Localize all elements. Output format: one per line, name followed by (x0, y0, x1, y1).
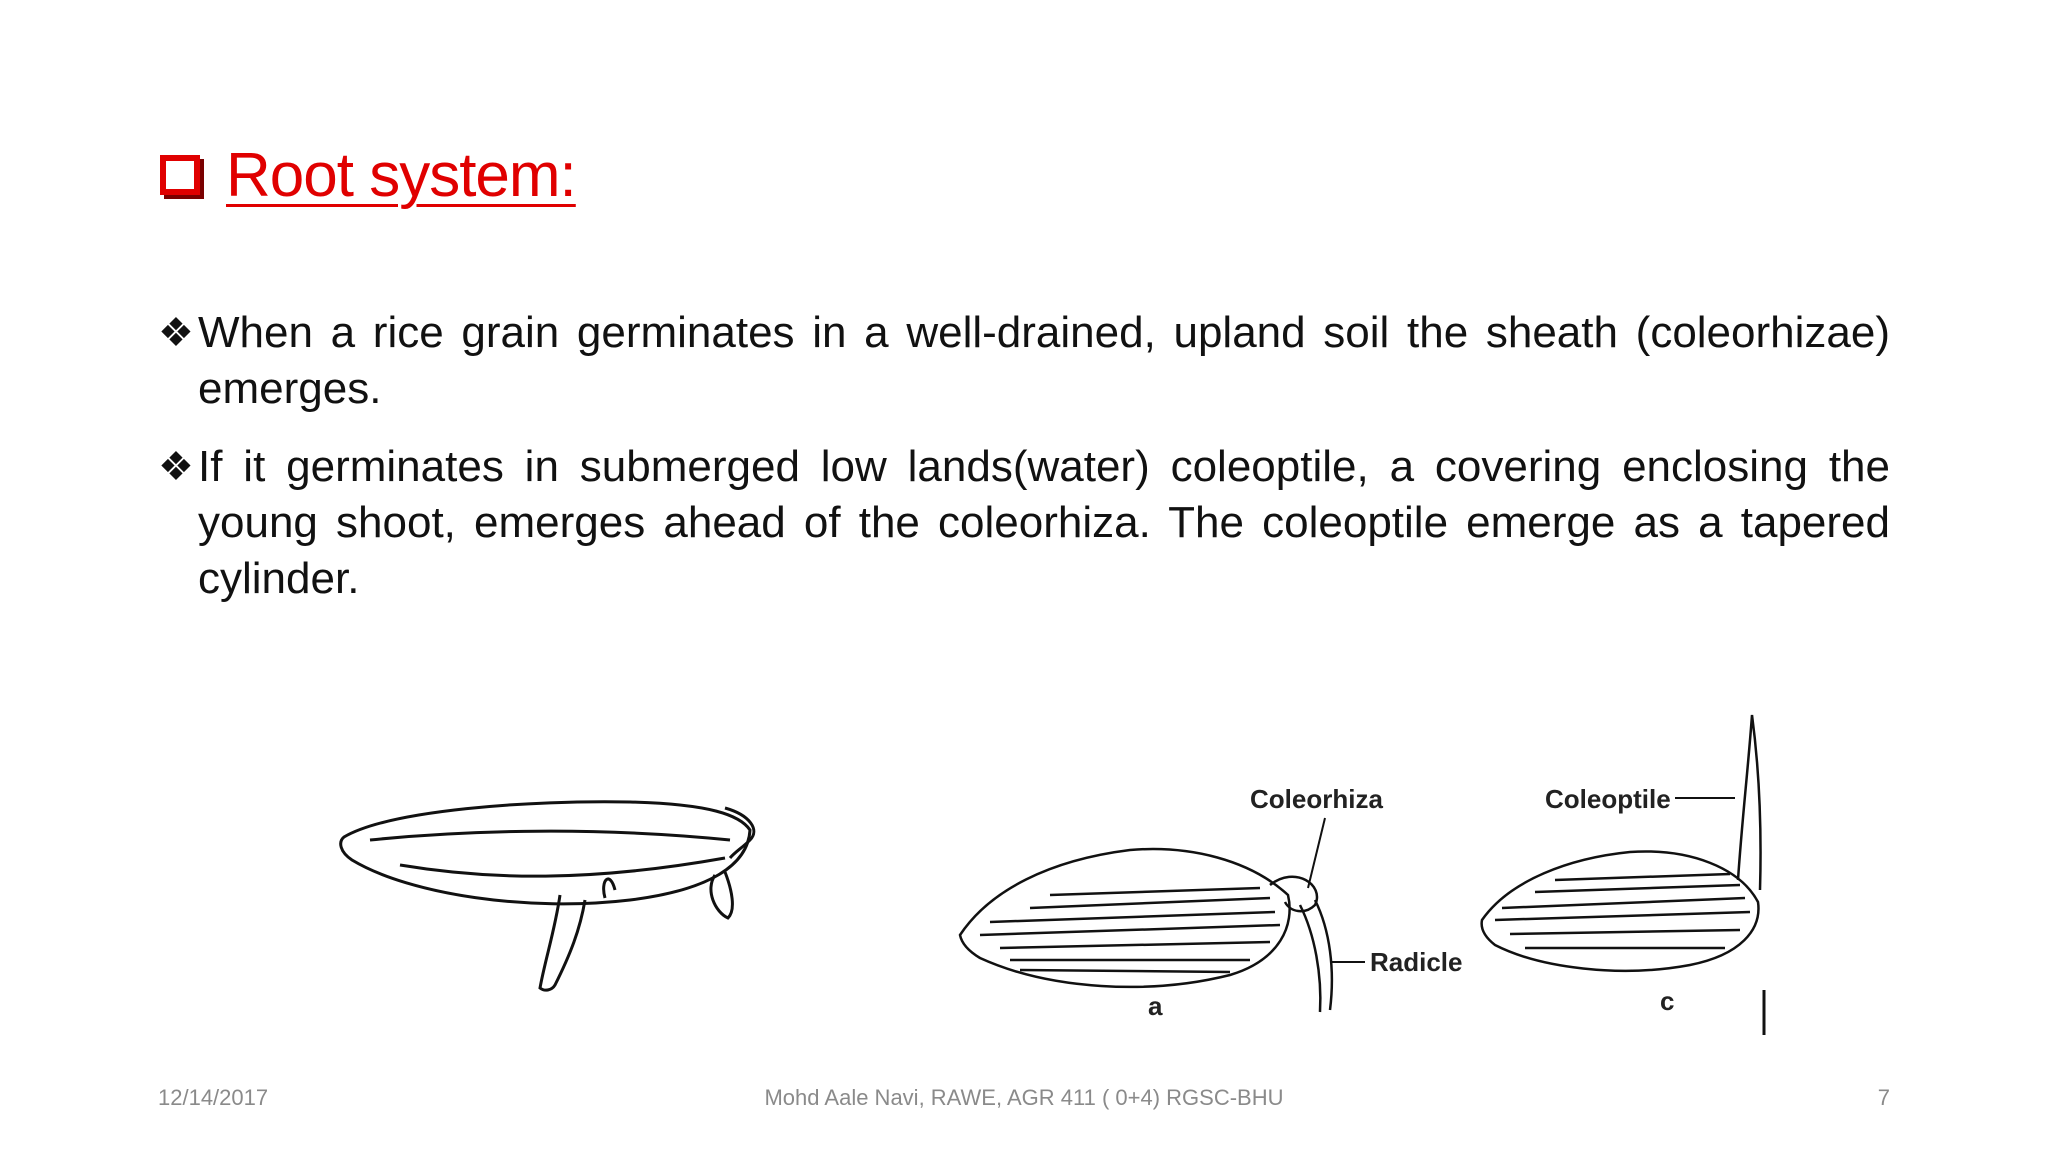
diamond-cluster-icon: ❖ (158, 445, 194, 489)
title-row (160, 130, 576, 220)
page-number: 7 (1877, 1085, 1890, 1110)
bullet-text: If it germinates in submerged low lands(water) coleoptile, a covering enclosing the young shoot, emerges ahead of the coleorhiza. The coleoptile emerge as a tapered cylinder. (198, 442, 1890, 603)
square-checkbox-icon (160, 155, 200, 195)
label-a: a (1148, 991, 1163, 1021)
label-c: c (1660, 986, 1675, 1016)
bullet-item (158, 439, 1890, 607)
bullet-item (158, 305, 1890, 417)
label-radicle: Radicle (1370, 947, 1463, 977)
diamond-cluster-icon: ❖ (158, 311, 194, 355)
bullet-text: When a rice grain germinates in a well-drained, upland soil the sheath (coleorhizae) emerges. (198, 308, 1890, 413)
label-coleorhiza: Coleorhiza (1250, 784, 1383, 814)
rice-grain-c (1482, 715, 1761, 971)
rice-grain-outline (341, 802, 754, 990)
label-coleoptile: Coleoptile (1545, 784, 1671, 814)
germination-illustration (330, 690, 1890, 1050)
footer-author: Mohd Aale Navi, RAWE, AGR 411 ( 0+4) RGSC-BHU (764, 1085, 1284, 1110)
slide-title: Root system: (226, 140, 576, 210)
rice-grain-a (960, 849, 1332, 1012)
germination-figure (330, 690, 1890, 1050)
footer-date: 12/14/2017 (158, 1085, 269, 1110)
bullet-list (158, 305, 1890, 629)
